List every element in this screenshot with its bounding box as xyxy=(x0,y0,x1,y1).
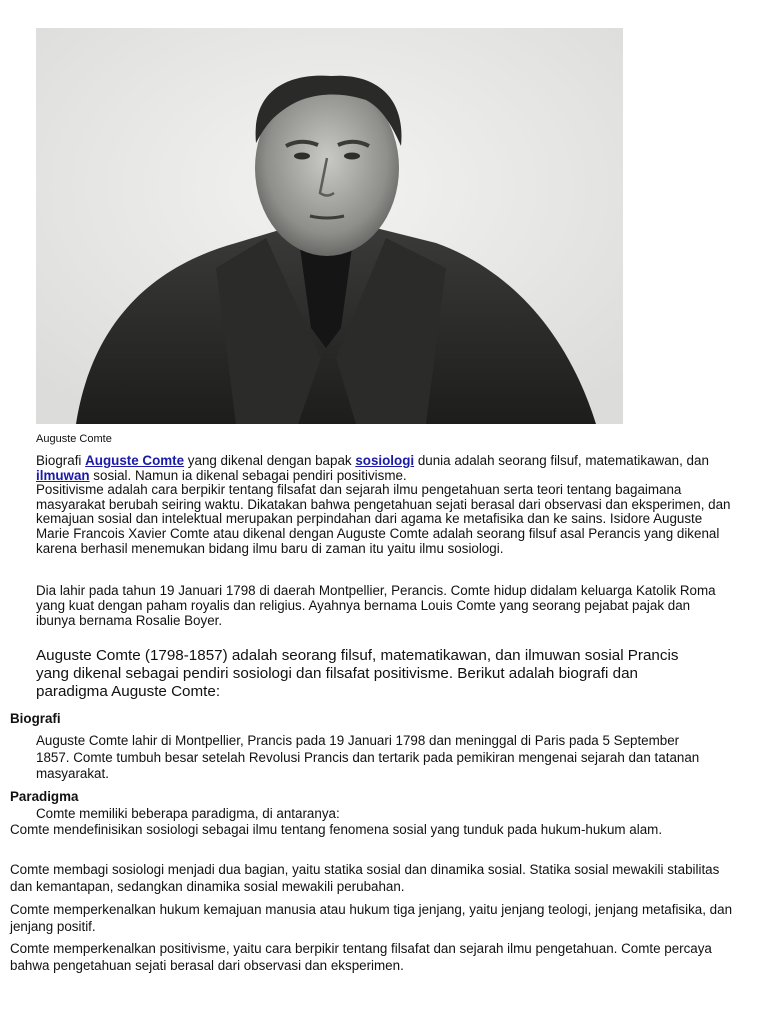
portrait-drawing xyxy=(36,28,623,424)
paradigma-item: Comte memperkenalkan positivisme, yaitu cara berpikir tentang filsafat dan sejarah ilmu pengetahuan. Comte percaya bahwa pengetahuan sejati berasal dari observasi dan eksperimen. xyxy=(10,941,712,973)
intro-text: Biografi xyxy=(36,453,86,468)
birth-paragraph: Dia lahir pada tahun 19 Januari 1798 di daerah Montpellier, Perancis. Comte hidup didalam keluarga Katolik Roma yang kuat dengan paham royalis dan religius. Ayahnya bernama Louis Comte yang seorang pejabat pajak dan ibunya bernama Rosalie Boyer. xyxy=(36,583,716,628)
intro-paragraph xyxy=(36,454,736,556)
summary-paragraph: Auguste Comte (1798-1857) adalah seorang filsuf, matematikawan, dan ilmuwan sosial Prancis yang dikenal sebagai pendiri sosiologi dan filsafat positivisme. Berikut adalah biografi dan paradigma Auguste Comte: xyxy=(36,647,679,700)
intro-text: sosial. Namun ia dikenal sebagai pendiri positivisme. xyxy=(89,467,407,483)
positivisme-text: Positivisme adalah cara berpikir tentang filsafat dan sejarah ilmu pengetahuan serta teori tentang bagaimana masyarakat berubah seiring waktu. Dikatakan bahwa pengetahuan sejati berasal dari observasi dan eksperimen, dan kemajuan sosial dan intelektual merupakan perpindahan dari agama ke metafisika dan ke sains. Isidore Auguste Marie Francois Xavier Comte atau dikenal dengan Auguste Comte adalah seorang filsuf asal Perancis yang dikenal karena berhasil menemukan bidang ilmu baru di zaman itu yaitu ilmu sosiologi. xyxy=(36,482,731,556)
paradigma-heading: Paradigma xyxy=(10,789,79,804)
auguste-comte-link[interactable]: Auguste Comte xyxy=(85,453,185,468)
biografi-heading: Biografi xyxy=(10,711,61,726)
portrait-image xyxy=(36,28,623,424)
paradigma-intro: Comte memiliki beberapa paradigma, di antaranya: xyxy=(36,806,340,821)
intro-text: yang dikenal dengan bapak xyxy=(184,453,356,468)
biografi-text: Auguste Comte lahir di Montpellier, Prancis pada 19 Januari 1798 dan meninggal di Paris pada 5 September 1857. Comte tumbuh besar setelah Revolusi Prancis dan tertarik pada pemikiran mengenai sejarah dan tatanan masyarakat. xyxy=(36,733,700,782)
intro-text: dunia adalah seorang filsuf, matematikawan, dan xyxy=(414,453,709,468)
portrait-caption: Auguste Comte xyxy=(36,433,112,445)
paradigma-item: Comte membagi sosiologi menjadi dua bagian, yaitu statika sosial dan dinamika sosial. Statika sosial mewakili stabilitas dan kemantapan, sedangkan dinamika sosial mewakili perubahan. xyxy=(10,862,720,894)
paradigma-item: Comte mendefinisikan sosiologi sebagai ilmu tentang fenomena sosial yang tunduk pada hukum-hukum alam. xyxy=(10,822,663,837)
sosiologi-link[interactable]: sosiologi xyxy=(355,453,415,468)
ilmuwan-link[interactable]: ilmuwan xyxy=(36,467,90,483)
paradigma-item: Comte memperkenalkan hukum kemajuan manusia atau hukum tiga jenjang, yaitu jenjang teologi, jenjang metafisika, dan jenjang positif. xyxy=(10,902,733,934)
